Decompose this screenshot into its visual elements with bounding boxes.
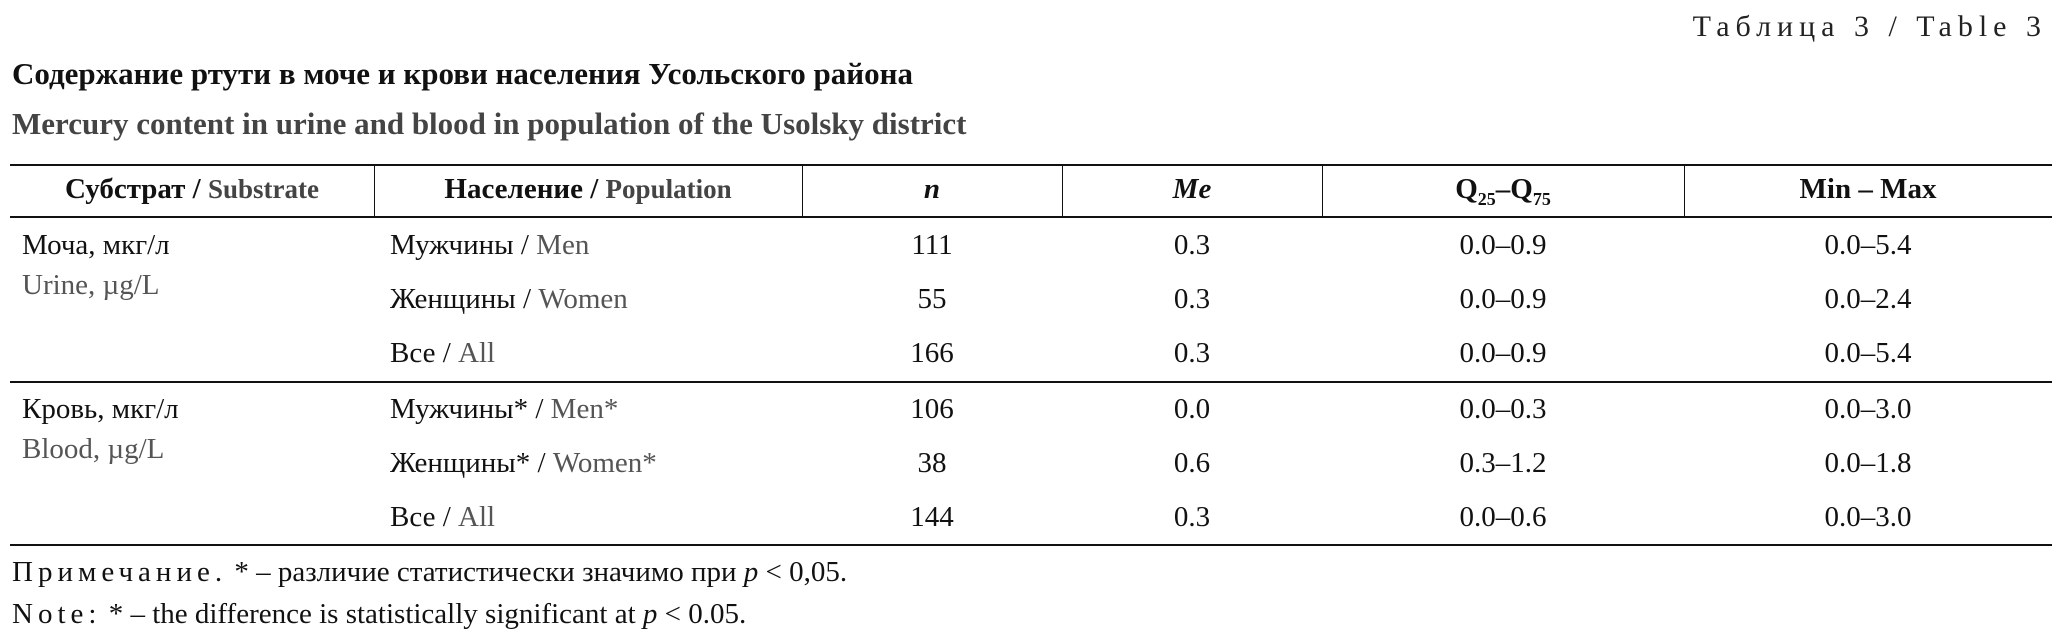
population-cell: Все / All (390, 501, 496, 533)
footnote-english: Note: * – the difference is statistically significant at p < 0.05. (12, 598, 747, 630)
population-cell: Мужчины / Men (390, 229, 590, 261)
quartile-value: 0.3–1.2 (1459, 447, 1547, 479)
n-value: 166 (910, 337, 954, 369)
header-substrate: Субстрат / Substrate (64, 173, 320, 205)
table-bottom-rule (10, 544, 2052, 546)
quartile-value: 0.0–0.6 (1459, 501, 1547, 533)
median-value: 0.3 (1173, 283, 1211, 315)
header-divider (802, 164, 803, 217)
substrate-blood-ru: Кровь, мкг/л (22, 393, 179, 425)
quartile-value: 0.0–0.3 (1459, 393, 1547, 425)
footnote-russian: Примечание. * – различие статистически значимо при p < 0,05. (12, 556, 848, 588)
table-title-russian: Содержание ртути в моче и крови населения Усольского района (12, 56, 913, 91)
n-value: 38 (917, 447, 947, 479)
header-substrate-en: Substrate (207, 174, 320, 204)
median-value: 0.3 (1173, 501, 1211, 533)
header-divider (1684, 164, 1685, 217)
min-max-value: 0.0–5.4 (1824, 337, 1912, 369)
substrate-urine-ru: Моча, мкг/л (22, 229, 170, 261)
header-min-max: Min – Max (1799, 173, 1937, 205)
n-value: 106 (910, 393, 954, 425)
table-number-label: Таблица 3 / Table 3 (1692, 10, 2047, 43)
substrate-blood-en: Blood, µg/L (22, 433, 165, 465)
header-divider (1322, 164, 1323, 217)
header-divider (1062, 164, 1063, 217)
header-divider (374, 164, 375, 217)
table-top-rule (10, 164, 2052, 166)
min-max-value: 0.0–5.4 (1824, 229, 1912, 261)
median-value: 0.6 (1173, 447, 1211, 479)
header-quartiles: $Q_{25}-Q_{75}$ (1455, 173, 1551, 209)
min-max-value: 0.0–3.0 (1824, 501, 1912, 533)
header-median: Me (1172, 173, 1212, 205)
min-max-value: 0.0–2.4 (1824, 283, 1912, 315)
median-value: 0.3 (1173, 229, 1211, 261)
quartile-value: 0.0–0.9 (1459, 283, 1547, 315)
n-value: 55 (917, 283, 947, 315)
header-population: Население / Population (444, 173, 732, 205)
table-title-english: Mercury content in urine and blood in population of the Usolsky district (12, 106, 967, 141)
header-bottom-rule (10, 216, 2052, 218)
population-cell: Мужчины* / Men* (390, 393, 619, 425)
substrate-urine-en: Urine, µg/L (22, 269, 160, 301)
min-max-value: 0.0–1.8 (1824, 447, 1912, 479)
median-value: 0.3 (1173, 337, 1211, 369)
group-divider-rule (10, 381, 2052, 383)
n-value: 111 (911, 229, 953, 261)
quartile-value: 0.0–0.9 (1459, 337, 1547, 369)
header-population-en: Population (605, 174, 732, 204)
header-substrate-ru: Субстрат (64, 173, 186, 205)
header-population-ru: Население (444, 173, 583, 205)
quartile-value: 0.0–0.9 (1459, 229, 1547, 261)
min-max-value: 0.0–3.0 (1824, 393, 1912, 425)
population-cell: Все / All (390, 337, 496, 369)
population-cell: Женщины / Women (390, 283, 628, 315)
header-n: n (923, 173, 941, 205)
median-value: 0.0 (1173, 393, 1211, 425)
population-cell: Женщины* / Women* (390, 447, 657, 479)
n-value: 144 (910, 501, 954, 533)
